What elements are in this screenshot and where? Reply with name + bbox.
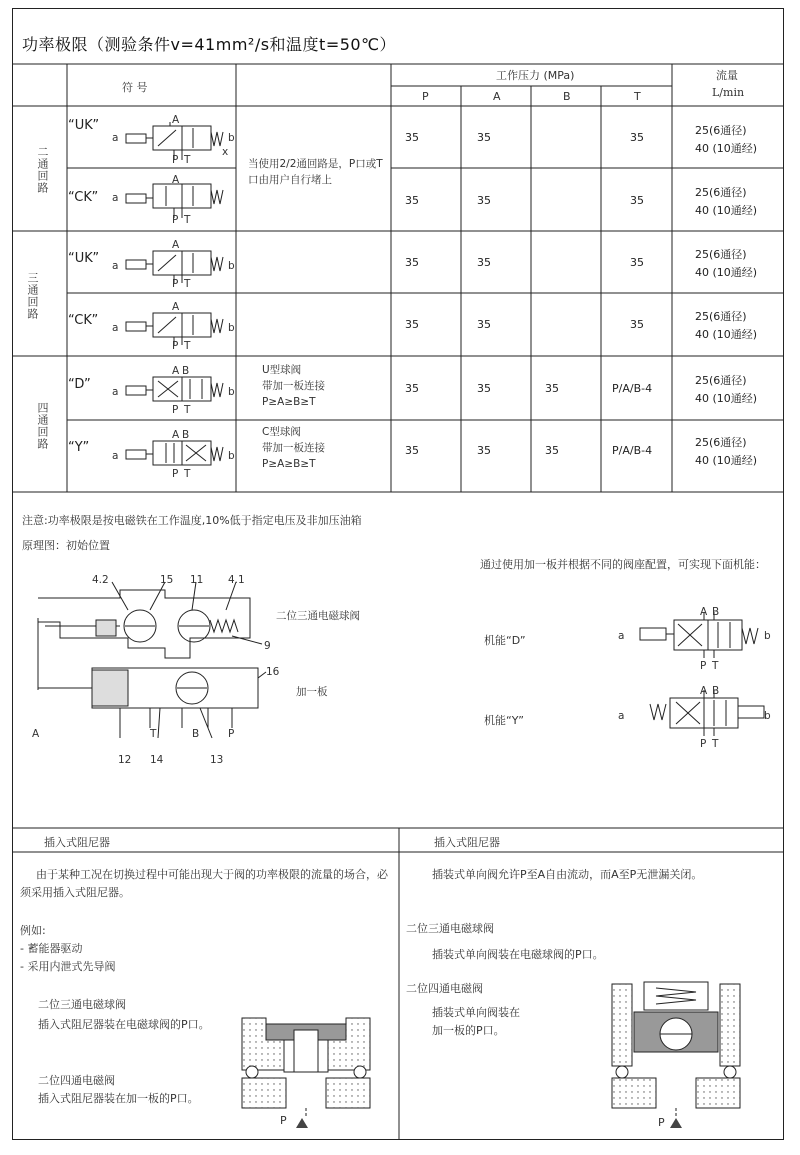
cell-flow1: 25(6通径) [695,436,747,449]
sym-b-6: b [228,450,235,462]
cell-p: 35 [405,256,419,269]
header-col-p: P [422,90,429,103]
sym-A-1: A [172,114,180,126]
row5-code: “D” [68,377,91,392]
sym-T-1: T [184,154,191,166]
cell-a: 35 [477,444,491,457]
cell-p: 35 [405,318,419,331]
sym-T-2: T [184,214,191,226]
func-d-P: P [700,660,707,672]
cell-a: 35 [477,256,491,269]
sym-b-1: b [228,132,235,144]
label-9: 9 [264,640,271,652]
sym-T-5: T [184,404,191,416]
func-y-T: T [712,738,719,750]
sym-A-6: A [172,429,180,441]
cell-t: 35 [630,194,644,207]
sym-P-3: P [172,278,179,290]
header-pressure: 工作压力 (MPa) [496,69,575,82]
cell-flow2: 40 (10通经) [695,266,758,279]
header-col-t: T [634,90,641,103]
func-d-T: T [712,660,719,672]
label-port-t: T [150,728,157,740]
sym-P-6: P [172,468,179,480]
sym-P-5: P [172,404,179,416]
br-v4-title: 二位四通电磁阀 [406,982,483,995]
bl-v3-title: 二位三通电磁球阀 [38,998,126,1011]
func-d-A: A [700,606,708,618]
cell-t: 35 [630,256,644,269]
func-d-a: a [618,630,625,642]
note-y-3: P≥A≥B≥T [262,458,316,470]
br-para: 插装式单向阀允许P至A自由流动，而A至P无泄漏关闭。 [432,868,703,881]
sym-P-4: P [172,340,179,352]
cell-b: 35 [545,382,559,395]
sym-A-2: A [172,174,180,186]
bl-item-1: - 蓄能器驱动 [20,942,83,955]
sym-a-6: a [112,450,119,462]
check-valve-drawing-right [606,976,746,1131]
header-flow: 流量 [716,69,738,82]
sym-B-6: B [182,429,190,441]
header-flow-unit: L/min [712,86,745,99]
note-d-1: U型球阀 [262,364,302,376]
cell-flow1: 25(6通径) [695,248,747,261]
func-y-a: a [618,710,625,722]
note-d-2: 带加一板连接 [262,380,325,392]
bl-v4-text: 插入式阻尼器装在加一板的P口。 [38,1092,199,1105]
sym-x-1: x [222,146,229,158]
br-v3-title: 二位三通电磁球阀 [406,922,494,935]
label-14: 14 [150,754,164,766]
damper-drawing-left [236,1010,376,1130]
sym-A-4: A [172,301,180,313]
cell-a: 35 [477,318,491,331]
sym-a-1: a [112,132,119,144]
note-two-way-1: 当使用2/2通回路是，P口或T [248,158,383,170]
bottom-right-header: 插入式阻尼器 [434,836,500,849]
note-d-3: P≥A≥B≥T [262,396,316,408]
cell-flow2: 40 (10通经) [695,392,758,405]
label-plate-name: 加一板 [296,686,328,698]
header-col-a: A [493,90,501,103]
group-label-four-way: 四通回路 [36,402,49,450]
cell-flow1: 25(6通径) [695,124,747,137]
sym-A-5: A [172,365,180,377]
cell-flow2: 40 (10通经) [695,454,758,467]
bl-para-1: 由于某种工况在切换过程中可能出现大于阀的功率极限的流量的场合，必 [36,868,388,881]
br-v4-text-2: 加一板的P口。 [432,1024,505,1037]
group-label-two-way: 二通回路 [36,146,49,194]
row1-code: “UK” [68,118,100,133]
bl-item-2: - 采用内泄式先导阀 [20,960,116,973]
label-port-p: P [228,728,235,740]
cell-a: 35 [477,194,491,207]
sym-T-6: T [184,468,191,480]
sym-a-2: a [112,192,119,204]
func-d-label: 机能“D” [484,634,526,647]
note-schematic: 原理图：初始位置 [22,539,110,552]
cell-b: 35 [545,444,559,457]
cell-p: 35 [405,382,419,395]
br-v4-text-1: 插装式单向阀装在 [432,1006,520,1019]
label-4-2: 4.2 [92,574,109,586]
label-port-b: B [192,728,200,740]
cell-p: 35 [405,444,419,457]
label-port-a: A [32,728,40,740]
func-y-B: B [712,685,720,697]
sym-B-5: B [182,365,190,377]
bl-para-2: 须采用插入式阻尼器。 [20,886,130,899]
row4-code: “CK” [68,313,99,328]
cell-flow2: 40 (10通经) [695,142,758,155]
sym-b-4: b [228,322,235,334]
label-4-1: 4.1 [228,574,245,586]
bl-example: 例如: [20,924,46,937]
sym-T-4: T [184,340,191,352]
note-power-limit: 注意:功率极限是按电磁铁在工作温度,10%低于指定电压及非加压油箱 [22,514,362,527]
note-y-1: C型球阀 [262,426,301,438]
cell-t: 35 [630,318,644,331]
sym-A-3: A [172,239,180,251]
sym-P-1: P [172,154,179,166]
header-symbol: 符 号 [122,81,148,94]
bl-port-p: P [280,1114,287,1127]
cell-flow1: 25(6通径) [695,310,747,323]
row2-code: “CK” [68,190,99,205]
br-port-p: P [658,1116,665,1129]
sym-T-3: T [184,278,191,290]
cell-t: 35 [630,131,644,144]
bottom-left-header: 插入式阻尼器 [44,836,110,849]
sym-a-5: a [112,386,119,398]
cell-p: 35 [405,194,419,207]
cell-t: P/A/B-4 [612,444,653,457]
func-d-B: B [712,606,720,618]
sym-P-2: P [172,214,179,226]
cell-p: 35 [405,131,419,144]
sym-b-5: b [228,386,235,398]
func-y-label: 机能“Y” [484,714,524,727]
cell-a: 35 [477,131,491,144]
cell-flow1: 25(6通径) [695,186,747,199]
label-12: 12 [118,754,132,766]
label-11: 11 [190,574,204,586]
row6-code: “Y” [68,440,90,455]
row3-code: “UK” [68,251,100,266]
page-title: 功率极限（测验条件v=41mm²/s和温度t=50℃） [22,35,397,54]
sym-a-3: a [112,260,119,272]
br-v3-text: 插装式单向阀装在电磁球阀的P口。 [432,948,604,961]
cell-a: 35 [477,382,491,395]
label-16: 16 [266,666,280,678]
cell-flow2: 40 (10通经) [695,328,758,341]
note-two-way-2: 口由用户自行堵上 [248,174,332,186]
label-valve-name: 二位三通电磁球阀 [276,610,360,622]
group-label-three-way: 三通回路 [26,272,39,320]
header-col-b: B [563,90,571,103]
cell-flow1: 25(6通径) [695,374,747,387]
func-d-b: b [764,630,771,642]
label-15: 15 [160,574,174,586]
cell-flow2: 40 (10通经) [695,204,758,217]
bl-v3-text: 插入式阻尼器装在电磁球阀的P口。 [38,1018,210,1031]
func-y-b: b [764,710,771,722]
note-y-2: 带加一板连接 [262,442,325,454]
sym-b-3: b [228,260,235,272]
func-y-P: P [700,738,707,750]
sym-a-4: a [112,322,119,334]
func-y-A: A [700,685,708,697]
bl-v4-title: 二位四通电磁阀 [38,1074,115,1087]
label-13: 13 [210,754,224,766]
note-functions-intro: 通过使用加一板并根据不同的阀座配置，可实现下面机能： [480,558,766,571]
cell-t: P/A/B-4 [612,382,653,395]
